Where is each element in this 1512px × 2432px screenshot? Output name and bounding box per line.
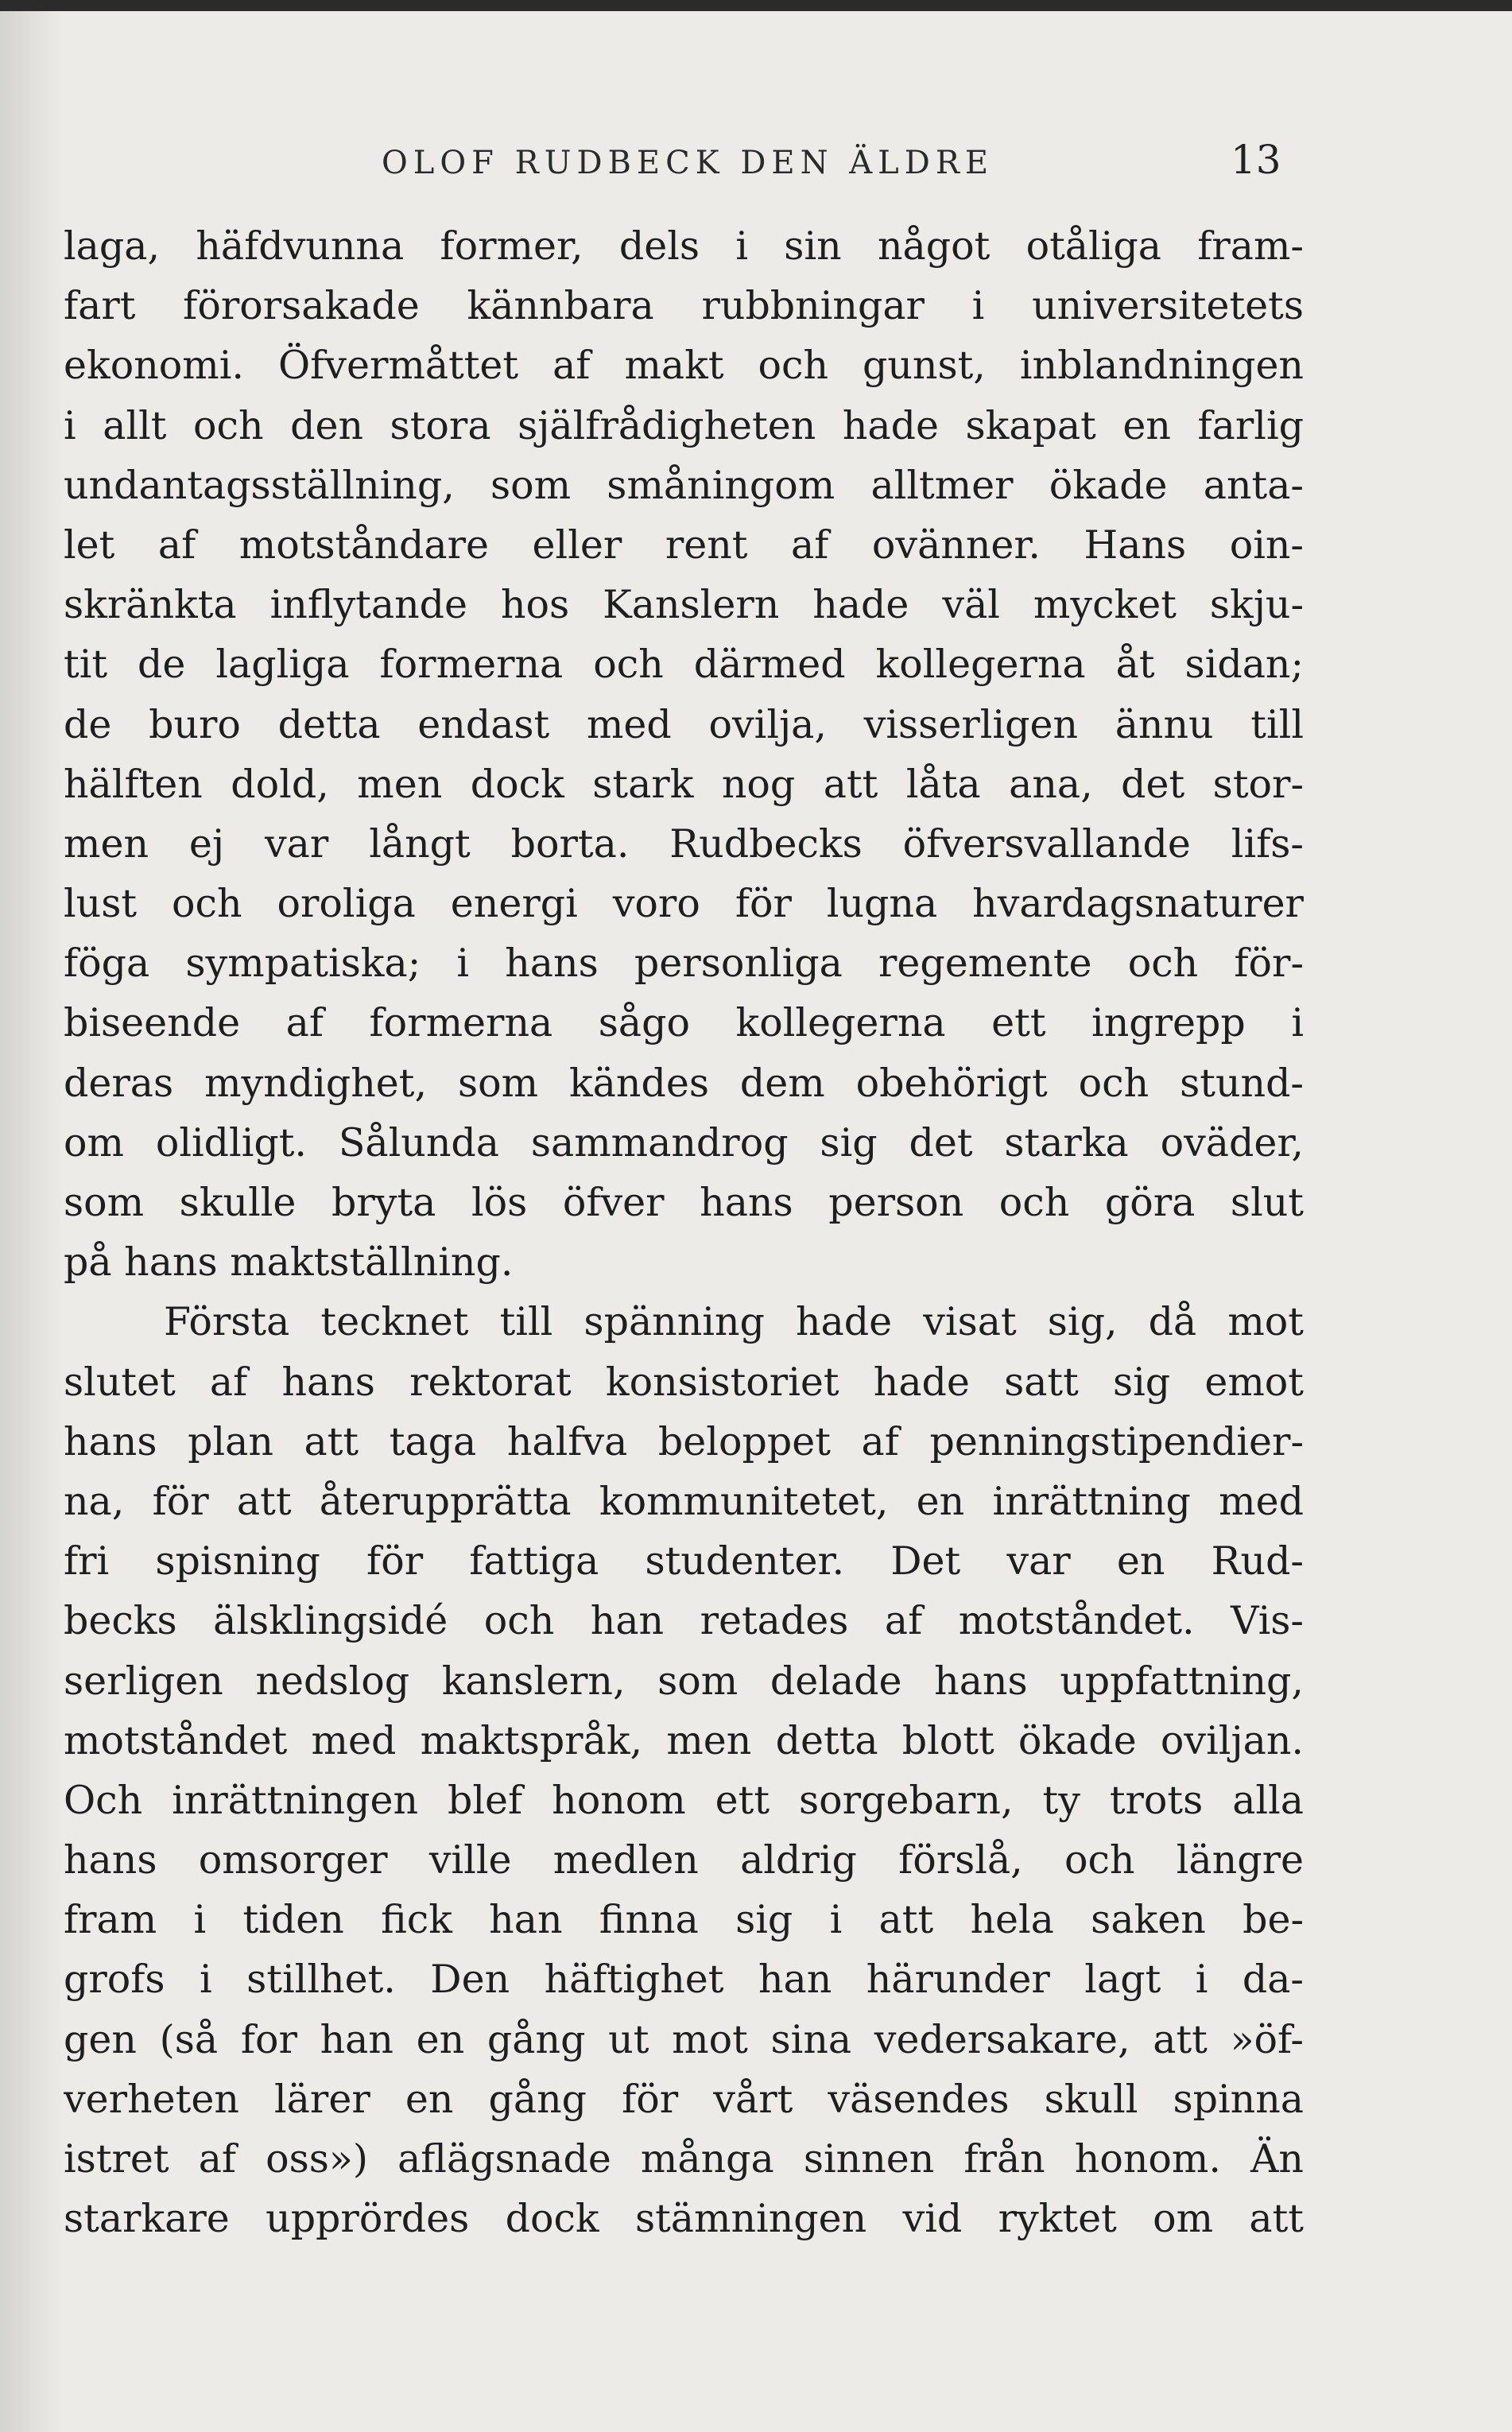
- text-line: motståndet med maktspråk, men detta blott ökade oviljan.: [64, 1717, 1304, 1763]
- text-line: fram i tiden fick han finna sig i att hela saken be-: [64, 1897, 1304, 1943]
- running-head: OLOF RUDBECK DEN ÄLDRE: [382, 145, 994, 181]
- text-line: skränkta inflytande hos Kanslern hade väl mycket skju-: [64, 582, 1304, 628]
- page-header: [0, 130, 1512, 194]
- text-line: Och inrättningen blef honom ett sorgebarn, ty trots alla: [64, 1777, 1304, 1823]
- text-line: undantagsställning, som småningom alltmer ökade anta-: [64, 462, 1304, 508]
- text-line: grofs i stillhet. Den häftighet han härunder lagt i da-: [64, 1957, 1304, 2003]
- text-line: istret af oss») aflägsnade många sinnen från honom. Än: [64, 2136, 1304, 2182]
- text-line: hans plan att taga halfva beloppet af penningstipendier-: [64, 1418, 1304, 1464]
- text-line: hans omsorger ville medlen aldrig förslå, och längre: [64, 1837, 1304, 1883]
- text-line: na, för att återupprätta kommunitetet, en inrättning med: [64, 1478, 1304, 1524]
- text-line: fart förorsakade kännbara rubbningar i universitetets: [64, 283, 1304, 329]
- text-line: deras myndighet, som kändes dem obehörigt och stund-: [64, 1060, 1304, 1106]
- text-line: föga sympatiska; i hans personliga regemente och för-: [64, 941, 1304, 987]
- paragraph-start-line: Första tecknet till spänning hade visat sig, då mot: [164, 1299, 1304, 1345]
- book-page: [0, 11, 1512, 2432]
- text-line: gen (så for han en gång ut mot sina vedersakare, att »öf-: [64, 2016, 1304, 2062]
- text-line: biseende af formerna sågo kollegerna ett ingrepp i: [64, 1000, 1304, 1046]
- text-line: tit de lagliga formerna och därmed kollegerna åt sidan;: [64, 642, 1304, 688]
- text-line: hälften dold, men dock stark nog att låta ana, det stor-: [64, 761, 1304, 807]
- scan-top-edge: [0, 0, 1512, 11]
- body-text: [64, 216, 1304, 2248]
- text-line: i allt och den stora själfrådigheten hade skapat en farlig: [64, 402, 1304, 448]
- text-line: starkare upprördes dock stämningen vid ryktet om att: [64, 2196, 1304, 2242]
- paragraph-end-line: på hans maktställning.: [64, 1239, 514, 1286]
- binding-shadow: [0, 11, 64, 2432]
- text-line: slutet af hans rektorat konsistoriet hade satt sig emot: [64, 1359, 1304, 1405]
- text-line: fri spisning för fattiga studenter. Det var en Rud-: [64, 1538, 1304, 1584]
- text-line: laga, häfdvunna former, dels i sin något otåliga fram-: [64, 223, 1304, 269]
- text-line: de buro detta endast med ovilja, visserligen ännu till: [64, 701, 1304, 747]
- text-line: becks älsklingsidé och han retades af motståndet. Vis-: [64, 1598, 1304, 1644]
- text-line: let af motståndare eller rent af ovänner. Hans oin-: [64, 522, 1304, 568]
- text-line: om olidligt. Sålunda sammandrog sig det starka oväder,: [64, 1119, 1304, 1166]
- text-line: serligen nedslog kanslern, som delade hans uppfattning,: [64, 1658, 1304, 1704]
- text-line: lust och oroliga energi voro för lugna hvardagsnaturer: [64, 881, 1304, 927]
- text-line: ekonomi. Öfvermåttet af makt och gunst, inblandningen: [64, 343, 1304, 389]
- text-line: som skulle bryta lös öfver hans person och göra slut: [64, 1180, 1304, 1225]
- page-number: 13: [1231, 137, 1281, 183]
- text-line: verheten lärer en gång för vårt väsendes skull spinna: [64, 2076, 1304, 2122]
- text-line: men ej var långt borta. Rudbecks öfversvallande lifs-: [64, 820, 1304, 867]
